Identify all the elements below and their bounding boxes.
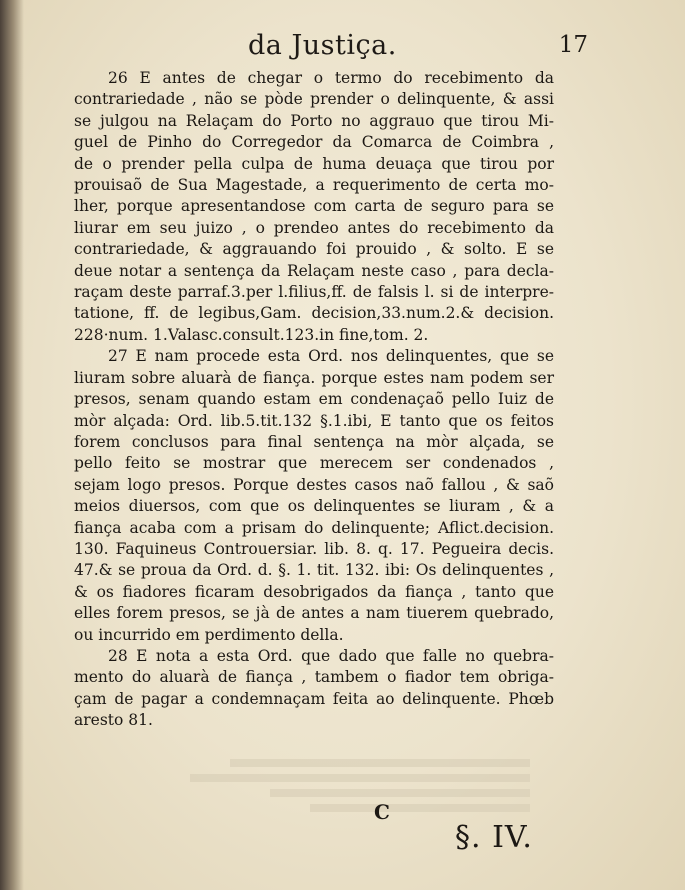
text-line: se julgou na Relaçam do Porto no aggrauo que tirou Mi- [74,111,554,130]
text-line: 27 E nam procede esta Ord. nos delinquentes, que se [108,347,554,366]
text-line: prouisaõ de Sua Magestade, a requerimento de certa mo- [74,176,554,195]
text-line: 47.& se proua da Ord. d. §. 1. tit. 132. ibi: Os delinquentes , [74,561,554,580]
text-line: raçam deste parraf.3.per l.filius,ff. de falsis l. si de interpre- [74,283,554,302]
text-line: mòr alçada: Ord. lib.5.tit.132 §.1.ibi, E tanto que os feitos [74,411,554,430]
page-header [248,30,588,70]
text-line: 26 E antes de chegar o termo do recebimento da [108,69,554,87]
text-line: fiança acaba com a prisam do delinquente; Aflict.decision. [74,518,554,537]
text-line: meios diuersos, com que os delinquentes se liuram , & a [74,497,554,516]
binding-gutter-shadow [0,0,24,890]
text-line: lher, porque apresentandose com carta de seguro para se [74,197,554,216]
paragraph-27 [74,346,554,646]
text-line: sejam logo presos. Porque destes casos naõ fallou , & saõ [74,475,554,494]
text-line: tatione, ff. de legibus,Gam. decision,33.num.2.& decision. [74,304,554,323]
text-line: 228·num. 1.Valasc.consult.123.in fine,tom. 2. [74,325,429,344]
text-line: çam de pagar a condemnaçam feita ao delinquente. Phœb [74,689,554,708]
paragraph-26 [74,68,554,346]
bleed-through-text [170,755,530,815]
text-line: forem conclusos para final sentença na mòr alçada, se [74,432,554,451]
text-line: contrariedade, & aggrauando foi prouido , & solto. E se [74,240,554,259]
text-line: contrariedade , não se pòde prender o delinquente, & assi [74,90,554,109]
text-line: liurar em seu juizo , o prendeo antes do recebimento da [74,218,554,237]
text-line: & os fiadores ficaram desobrigados da fiança , tanto que [74,582,554,601]
text-line: guel de Pinho do Corregedor da Comarca de Coimbra , [74,133,554,152]
text-line: mento do aluarà de fiança , tambem o fiador tem obriga- [74,668,554,687]
text-line: de o prender pella culpa de huma deuaça que tirou por [74,154,554,173]
text-line: deue notar a sentença da Relaçam neste caso , para decla- [74,261,554,280]
text-line: ou incurrido em perdimento della. [74,625,344,644]
paragraph-28 [74,646,554,732]
text-line: aresto 81. [74,711,153,730]
text-body [74,68,554,732]
text-line: elles forem presos, se jà de antes a nam tiuerem quebrado, [74,604,554,623]
text-line: pello feito se mostrar que merecem ser condenados , [74,454,554,473]
text-line: 130. Faquineus Controuersiar. lib. 8. q. 17. Pegueira decis. [74,539,554,558]
text-line: presos, senam quando estam em condenaçaõ pello Iuiz de [74,390,554,409]
signature-mark: C [374,800,390,824]
page-number: 17 [558,32,588,58]
running-title: da Justiça. [248,30,397,61]
catchword: §. IV. [455,820,533,855]
text-line: liuram sobre aluarà de fiança. porque estes nam podem ser [74,368,554,387]
text-line: 28 E nota a esta Ord. que dado que falle no quebra- [108,646,554,665]
